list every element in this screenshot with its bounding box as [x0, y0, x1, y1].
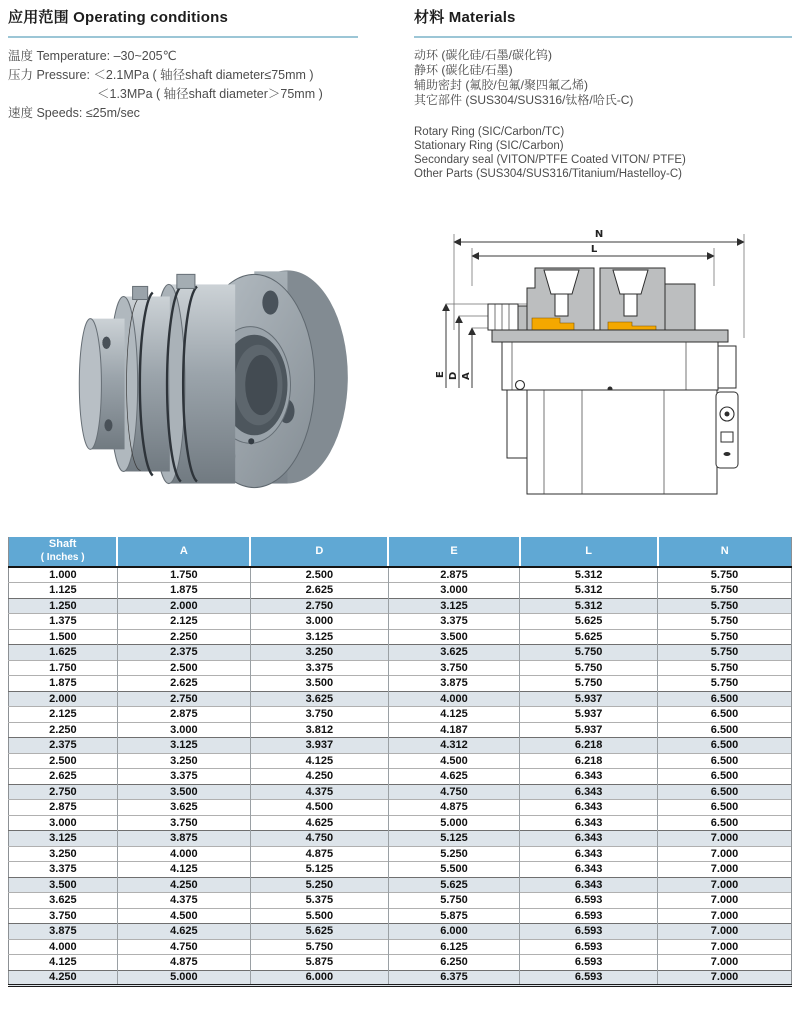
- material-en-line: Stationary Ring (SIC/Carbon): [414, 140, 564, 152]
- table-cell: 7.000: [658, 893, 792, 909]
- table-cell: 5.125: [250, 862, 388, 878]
- table-row: [9, 676, 792, 692]
- table-cell: 5.750: [520, 676, 658, 692]
- table-row: [9, 707, 792, 723]
- table-cell: 3.750: [388, 660, 520, 676]
- pressure-line-2: ＜1.3MPa ( 轴径shaft diameter＞75mm ): [97, 87, 323, 101]
- materials-list-en: [414, 125, 792, 181]
- table-row: [9, 722, 792, 738]
- table-cell: 3.875: [388, 676, 520, 692]
- table-cell: 2.750: [117, 691, 250, 707]
- col-header-n: N: [658, 537, 792, 567]
- table-row: [9, 598, 792, 614]
- col-header-shaft-line1: Shaft: [48, 538, 77, 551]
- table-cell: 2.500: [9, 753, 118, 769]
- table-cell: 3.125: [250, 629, 388, 645]
- table-cell: 6.343: [520, 815, 658, 831]
- table-cell: 6.343: [520, 831, 658, 847]
- table-cell: 6.500: [658, 707, 792, 723]
- table-cell: 6.000: [250, 970, 388, 986]
- table-row: [9, 924, 792, 940]
- table-cell: 5.750: [658, 614, 792, 630]
- table-row: [9, 970, 792, 986]
- table-cell: 7.000: [658, 924, 792, 940]
- table-row: [9, 815, 792, 831]
- table-cell: 3.500: [117, 784, 250, 800]
- table-cell: 6.000: [388, 924, 520, 940]
- product-photo: [28, 244, 380, 526]
- table-cell: 2.500: [250, 567, 388, 583]
- table-row: [9, 629, 792, 645]
- table-cell: 4.125: [250, 753, 388, 769]
- table-cell: 3.500: [388, 629, 520, 645]
- table-cell: 2.125: [9, 707, 118, 723]
- speed-line: 速度 Speeds: ≤25m/sec: [8, 106, 140, 120]
- title-rule: [414, 36, 792, 38]
- table-cell: 5.875: [250, 955, 388, 971]
- table-cell: 2.500: [117, 660, 250, 676]
- table-cell: 4.875: [388, 800, 520, 816]
- col-header-d: D: [250, 537, 388, 567]
- table-row: [9, 769, 792, 785]
- table-cell: 3.875: [117, 831, 250, 847]
- table-cell: 5.625: [388, 877, 520, 893]
- table-cell: 1.875: [117, 583, 250, 599]
- table-cell: 7.000: [658, 831, 792, 847]
- table-cell: 6.343: [520, 784, 658, 800]
- table-cell: 2.000: [9, 691, 118, 707]
- table-cell: 5.750: [658, 567, 792, 583]
- table-cell: 6.593: [520, 970, 658, 986]
- table-cell: 6.593: [520, 939, 658, 955]
- table-cell: 6.250: [388, 955, 520, 971]
- operating-conditions-list: [8, 47, 358, 123]
- table-row: [9, 831, 792, 847]
- table-cell: 5.750: [658, 629, 792, 645]
- table-cell: 3.500: [250, 676, 388, 692]
- table-cell: 5.750: [520, 645, 658, 661]
- table-cell: 2.250: [117, 629, 250, 645]
- dimension-drawing: [432, 226, 777, 520]
- temperature-line: 温度 Temperature: –30~205℃: [8, 49, 177, 63]
- table-header-row: [9, 537, 792, 567]
- table-cell: 5.625: [250, 924, 388, 940]
- table-row: [9, 583, 792, 599]
- table-cell: 3.625: [117, 800, 250, 816]
- table-cell: 1.750: [9, 660, 118, 676]
- table-cell: 2.875: [9, 800, 118, 816]
- table-cell: 5.750: [658, 583, 792, 599]
- table-row: [9, 738, 792, 754]
- table-cell: 7.000: [658, 939, 792, 955]
- table-cell: 4.625: [117, 924, 250, 940]
- table-cell: 4.125: [388, 707, 520, 723]
- table-cell: 4.875: [117, 955, 250, 971]
- table-cell: 4.000: [9, 939, 118, 955]
- table-cell: 6.125: [388, 939, 520, 955]
- table-cell: 2.375: [9, 738, 118, 754]
- table-cell: 2.000: [117, 598, 250, 614]
- table-row: [9, 862, 792, 878]
- table-row: [9, 893, 792, 909]
- table-cell: 3.250: [117, 753, 250, 769]
- table-cell: 5.312: [520, 598, 658, 614]
- table-row: [9, 908, 792, 924]
- table-cell: 5.750: [658, 660, 792, 676]
- table-cell: 2.250: [9, 722, 118, 738]
- material-zh-line: 动环 (碳化硅/石墨/碳化钨): [414, 48, 552, 62]
- table-cell: 6.343: [520, 862, 658, 878]
- table-cell: 3.875: [9, 924, 118, 940]
- spec-table: [8, 537, 792, 987]
- table-cell: 6.218: [520, 738, 658, 754]
- table-cell: 5.312: [520, 567, 658, 583]
- table-cell: 1.625: [9, 645, 118, 661]
- table-cell: 3.125: [9, 831, 118, 847]
- table-cell: 5.250: [388, 846, 520, 862]
- col-header-shaft: [9, 537, 118, 567]
- table-cell: 4.250: [9, 970, 118, 986]
- table-cell: 6.343: [520, 800, 658, 816]
- table-cell: 6.593: [520, 908, 658, 924]
- col-header-a: A: [117, 537, 250, 567]
- table-row: [9, 955, 792, 971]
- table-cell: 4.375: [117, 893, 250, 909]
- table-cell: 7.000: [658, 846, 792, 862]
- table-cell: 3.937: [250, 738, 388, 754]
- table-cell: 2.750: [250, 598, 388, 614]
- table-cell: 3.125: [388, 598, 520, 614]
- table-cell: 1.000: [9, 567, 118, 583]
- table-cell: 6.500: [658, 784, 792, 800]
- table-cell: 4.750: [388, 784, 520, 800]
- bolt-hole: [262, 290, 278, 314]
- material-zh-line: 辅助密封 (氟胶/包氟/聚四氟乙烯): [414, 78, 588, 92]
- dim-label-l: L: [590, 244, 598, 255]
- table-cell: 6.500: [658, 769, 792, 785]
- table-cell: 5.937: [520, 691, 658, 707]
- table-cell: 6.500: [658, 738, 792, 754]
- dimension-drawing-image: [432, 226, 777, 520]
- table-row: [9, 660, 792, 676]
- table-cell: 3.000: [388, 583, 520, 599]
- table-cell: 4.625: [388, 769, 520, 785]
- table-cell: 3.250: [250, 645, 388, 661]
- materials-title: 材料 Materials: [414, 9, 516, 26]
- table-cell: 1.250: [9, 598, 118, 614]
- table-cell: 3.625: [250, 691, 388, 707]
- dim-label-a: A: [461, 372, 472, 380]
- table-cell: 2.125: [117, 614, 250, 630]
- table-cell: 5.500: [250, 908, 388, 924]
- pressure-line-1: 压力 Pressure: ＜2.1MPa ( 轴径shaft diameter≤75mm ): [8, 68, 314, 82]
- table-cell: 4.625: [250, 815, 388, 831]
- table-cell: 3.812: [250, 722, 388, 738]
- material-en-line: Rotary Ring (SIC/Carbon/TC): [414, 126, 565, 138]
- table-cell: 4.000: [117, 846, 250, 862]
- table-cell: 3.750: [9, 908, 118, 924]
- table-cell: 5.375: [250, 893, 388, 909]
- table-row: [9, 614, 792, 630]
- table-cell: 2.625: [9, 769, 118, 785]
- table-cell: 3.750: [117, 815, 250, 831]
- table-cell: 2.625: [117, 676, 250, 692]
- table-cell: 1.500: [9, 629, 118, 645]
- table-row: [9, 800, 792, 816]
- table-cell: 5.250: [250, 877, 388, 893]
- table-cell: 7.000: [658, 908, 792, 924]
- table-cell: 6.343: [520, 846, 658, 862]
- table-cell: 3.000: [250, 614, 388, 630]
- col-header-e: E: [388, 537, 520, 567]
- table-cell: 5.937: [520, 722, 658, 738]
- table-cell: 4.500: [117, 908, 250, 924]
- product-photo-image: [28, 244, 380, 526]
- table-cell: 6.218: [520, 753, 658, 769]
- table-cell: 1.750: [117, 567, 250, 583]
- table-row: [9, 691, 792, 707]
- table-cell: 1.375: [9, 614, 118, 630]
- table-cell: 5.312: [520, 583, 658, 599]
- dim-label-e: E: [435, 371, 446, 378]
- table-cell: 1.125: [9, 583, 118, 599]
- table-cell: 5.750: [388, 893, 520, 909]
- table-cell: 6.500: [658, 753, 792, 769]
- table-cell: 4.000: [388, 691, 520, 707]
- material-zh-line: 其它部件 (SUS304/SUS316/钛格/哈氏-C): [414, 93, 634, 107]
- table-cell: 3.500: [9, 877, 118, 893]
- table-cell: 1.875: [9, 676, 118, 692]
- table-cell: 3.125: [117, 738, 250, 754]
- table-cell: 5.750: [658, 676, 792, 692]
- col-header-l: L: [520, 537, 658, 567]
- table-cell: 7.000: [658, 955, 792, 971]
- table-cell: 5.625: [520, 614, 658, 630]
- table-cell: 6.593: [520, 893, 658, 909]
- table-cell: 5.000: [117, 970, 250, 986]
- table-cell: 3.000: [117, 722, 250, 738]
- table-row: [9, 846, 792, 862]
- operating-conditions-section: [8, 6, 358, 123]
- dim-label-d: D: [448, 371, 459, 380]
- table-cell: 3.375: [117, 769, 250, 785]
- table-cell: 5.125: [388, 831, 520, 847]
- table-cell: 5.750: [250, 939, 388, 955]
- table-cell: 2.875: [388, 567, 520, 583]
- table-cell: 6.500: [658, 800, 792, 816]
- table-cell: 3.375: [9, 862, 118, 878]
- table-cell: 5.625: [520, 629, 658, 645]
- spec-table-body: [9, 567, 792, 986]
- table-cell: 4.250: [250, 769, 388, 785]
- table-cell: 4.250: [117, 877, 250, 893]
- table-cell: 3.625: [9, 893, 118, 909]
- table-cell: 7.000: [658, 862, 792, 878]
- table-cell: 2.750: [9, 784, 118, 800]
- table-row: [9, 877, 792, 893]
- table-cell: 3.000: [9, 815, 118, 831]
- table-cell: 3.625: [388, 645, 520, 661]
- table-cell: 3.375: [388, 614, 520, 630]
- table-cell: 6.500: [658, 691, 792, 707]
- table-cell: 5.500: [388, 862, 520, 878]
- table-cell: 5.875: [388, 908, 520, 924]
- table-cell: 4.500: [250, 800, 388, 816]
- table-row: [9, 753, 792, 769]
- table-cell: 4.187: [388, 722, 520, 738]
- materials-list-zh: [414, 48, 792, 108]
- table-cell: 5.750: [658, 645, 792, 661]
- materials-section: [414, 6, 792, 181]
- table-cell: 3.250: [9, 846, 118, 862]
- title-rule: [8, 36, 358, 38]
- table-row: [9, 784, 792, 800]
- table-cell: 5.750: [658, 598, 792, 614]
- table-cell: 4.875: [250, 846, 388, 862]
- table-cell: 4.125: [117, 862, 250, 878]
- table-cell: 5.000: [388, 815, 520, 831]
- table-cell: 4.312: [388, 738, 520, 754]
- table-cell: 5.750: [520, 660, 658, 676]
- table-cell: 7.000: [658, 877, 792, 893]
- spec-table-container: [8, 537, 792, 987]
- table-cell: 4.375: [250, 784, 388, 800]
- table-row: [9, 567, 792, 583]
- material-en-line: Secondary seal (VITON/PTFE Coated VITON/ PTFE): [414, 154, 686, 166]
- table-cell: 2.625: [250, 583, 388, 599]
- operating-conditions-title: 应用范围 Operating conditions: [8, 9, 229, 26]
- table-cell: 6.375: [388, 970, 520, 986]
- table-cell: 6.500: [658, 722, 792, 738]
- table-cell: 3.750: [250, 707, 388, 723]
- col-header-shaft-line2: ( Inches ): [40, 552, 85, 564]
- material-en-line: Other Parts (SUS304/SUS316/Titanium/Hastelloy-C): [414, 168, 683, 180]
- table-cell: 3.375: [250, 660, 388, 676]
- table-cell: 7.000: [658, 970, 792, 986]
- table-cell: 2.375: [117, 645, 250, 661]
- material-zh-line: 静环 (碳化硅/石墨): [414, 63, 513, 77]
- table-cell: 6.343: [520, 769, 658, 785]
- table-cell: 6.500: [658, 815, 792, 831]
- table-cell: 4.750: [250, 831, 388, 847]
- table-cell: 4.125: [9, 955, 118, 971]
- table-cell: 5.937: [520, 707, 658, 723]
- dim-label-n: N: [594, 229, 604, 240]
- table-cell: 6.343: [520, 877, 658, 893]
- table-cell: 4.500: [388, 753, 520, 769]
- table-row: [9, 939, 792, 955]
- table-cell: 6.593: [520, 955, 658, 971]
- table-cell: 2.875: [117, 707, 250, 723]
- table-cell: 6.593: [520, 924, 658, 940]
- table-row: [9, 645, 792, 661]
- table-cell: 4.750: [117, 939, 250, 955]
